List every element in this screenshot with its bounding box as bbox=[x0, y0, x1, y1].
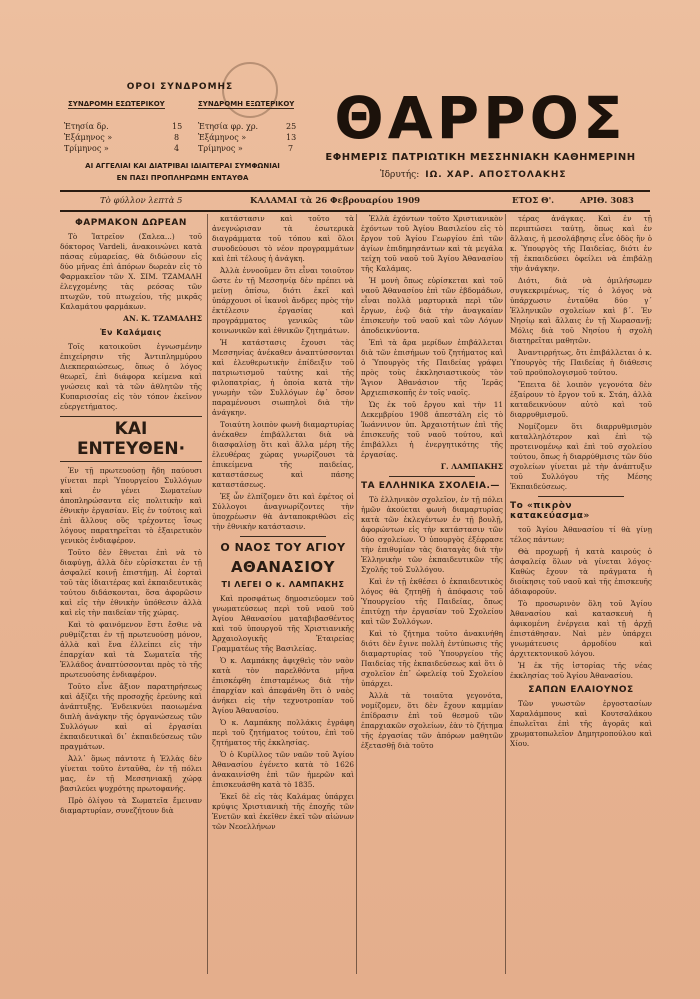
paragraph: Ἡ μονὴ ὅπως εὑρίσκεται καὶ τοῦ ναοῦ Ἀθανασίου ἐπὶ τῶν ἑβδομάδων, εἶναι πολλὰ μαρτυρικὰ περὶ τῶν ἔργων, ἐνῷ διὰ τὴν ἀναγκαίαν ἐπισκευὴν τοῦ ναοῦ καὶ τῶν Λόγων ἀποδεικνύοντα. bbox=[361, 276, 503, 335]
separator bbox=[389, 476, 474, 477]
domestic-rates-head: ΣΥΝΔΡΟΜΗ ΕΣΩΤΕΡΙΚΟΥ bbox=[68, 100, 165, 108]
paragraph: κατάστασιν καὶ τοῦτο τὰ ἀνεγνώρισαν τὰ ἐσωτερικὰ διαγράμματα τοῦ τόπου καὶ ὅλοι συνοδεύουσι τὸ νέον προγραμμάτων καὶ ἐπὶ τέλους ἡ ἀνάγκη. bbox=[212, 214, 354, 263]
headline-greek-schools: ΤΑ ΕΛΛΗΝΙΚΑ ΣΧΟΛΕΙΑ.— bbox=[361, 481, 500, 491]
domestic-rate-value: 8 bbox=[174, 133, 180, 142]
subheadline-lampakis: ΤΙ ΛΕΓΕΙ Ο κ. ΛΑΜΠΑΚΗΣ bbox=[221, 580, 345, 589]
issue-number: ΑΡΙΘ. 3083 bbox=[580, 196, 634, 206]
domestic-rate-label: Ἐτησία δρ. bbox=[64, 122, 109, 131]
paragraph: Τὸ προσωρινὸν ὅλη τοῦ Ἁγίου Ἀθανασίου καὶ κατασκευὴ ἡ ἀφικομένη ἐνέργεια καὶ τῇ ἀρχῇ ἐπιστάθησαν. Ναὶ μὲν ὑπάρχει γνωμάτευσις ἀρμοδίου καὶ ἀρχιτεκτονικοῦ λόγου. bbox=[510, 599, 652, 658]
subheadline: Ἐν Καλάμαις bbox=[100, 328, 162, 337]
paragraph: Ἀναντιρρήτως, ὅτι ἐπιβάλλεται ὁ κ. Ὑπουργὸς τῆς Παιδείας ἡ διάθεσις τοῦ προϋπολογισμοῦ τούτου. bbox=[510, 348, 652, 377]
foreign-rate-label: Τρίμηνος » bbox=[198, 144, 243, 153]
paragraph: Ἐλλὰ ἐχόντων τοῦτο Χριστιανικὸν ἐχόντων τοῦ Ἁγίου Βασιλείου εἰς τὸ ἔργον τοῦ Ἁγίου Γεωργίου ἐπὶ τῶν ἁγίων ἐπιδημησάντων καὶ τὰ μεγάλα τείχη τοῦ ναοῦ τοῦ Ἁγίου Ἀθανασίου τῆς Καλάμας. bbox=[361, 214, 503, 273]
issue-year: ΕΤΟΣ Θ'. bbox=[512, 196, 555, 206]
paragraph: Ὁ ὁ Κυρίλλος τῶν ναῶν τοῦ Ἁγίου Ἀθανασίου ἐγένετο κατὰ τὸ 1626 ἀνακαινίσθη ἐπὶ τῶν ἡμερῶν καὶ ἐπισκευάσθη κατὰ τὸ 1835. bbox=[212, 750, 354, 789]
paragraph: Θὰ προχωρῇ ἡ κατὰ καιρούς ὁ ἀσφαλείᾳ ὅλων νὰ γίνεται λόγος· Καθὼς ἔχουν τὰ πράγματα ἡ διοίκησις τοῦ ναοῦ καὶ τῆς ἐπισκευῆς ἀδιαφοροῦν. bbox=[510, 547, 652, 596]
paragraph: Τοῖς κατοικοῦσι ἐγνωσμένην ἐπιχείρησιν τῆς Ἀντιπλημμύρου Διεκπεραιώσεως, ὅπως ὁ λόγος θεωρεῖ, ἐπὶ διάφορα κείμενα καὶ γνώσεις καὶ τὰ τῶν ἀθλητῶν τῆς Κυπαρισσίας εἰς τὸν τόπον ἐκεῖνον εὐεργετήματος. bbox=[60, 342, 202, 411]
paragraph: Τῶν γνωστῶν ἐργοστασίων Χαραλάμπους καὶ Κουτσαλάκου ἐπωλεῖται ἐπὶ τῆς ἀγορᾶς καὶ χρωματοπωλεῖον Δημητροπούλου καὶ Χίου. bbox=[510, 699, 652, 748]
subscription-title: ΟΡΟΙ ΣΥΝΔΡΟΜΗΣ bbox=[126, 82, 234, 92]
paragraph: Τοιαύτη λοιπὸν φωνὴ διαμαρτυρίας ἀνέκαθεν ἐπιβάλλεται διὰ νὰ διασφαλίσῃ ὅτι καὶ ἄλλα μέρη τῆς ἐλευθέρας χώρας γνωρίζουσι τὰ ἐπικείμενα τῆς παιδείας, καταστάσεως καὶ πάσης καταστάσεως. bbox=[212, 420, 354, 489]
paragraph: Τὸ Ἰατρεῖον (Σαλεα...) τοῦ δόκτορος Vardeli, ἀνακοινώνει κατὰ πάσας εὐμαρείας, θὰ διδώσουν εἰς δύο μῆνας ἐπὶ ἀπόρων δωρεὰν εἰς τὸ Φαρμακεῖον τῶν Χ. ΣΙΜ. ΤΖΑΜΑΛΗ ἐλεγχομένης τὰς ρεόσας τῶν πτωχῶν, τοῦ πτωχείου, τῆς μικρᾶς Καλαμάτου φαρμάκων. bbox=[60, 232, 202, 311]
founder-line bbox=[380, 170, 650, 180]
foreign-rate-value: 25 bbox=[286, 122, 297, 131]
paragraph: Καὶ τὸ φαινόμενον ἔστι ἔσθιε νὰ ρυθμίζεται ἐν τῇ πρωτευούσῃ μόνον, ἀλλὰ καὶ ἔνα ἐλλείπει εἰς τὴν ἐπαρχίαν καὶ τὰ Σωματεῖα τῆς Ἑλλάδος ἀναπτύσσονται πρὸς τὸ τῆς πρωτευούσης ἐνδιαφέρον. bbox=[60, 620, 202, 679]
issue-place-date: ΚΑΛΑΜΑΙ τὰ 26 Φεβρουαρίου 1909 bbox=[250, 196, 421, 206]
foreign-rate-value: 7 bbox=[288, 144, 294, 153]
masthead bbox=[60, 70, 650, 200]
issue-price: Τὸ φύλλον λεπτὰ 5 bbox=[100, 196, 183, 206]
paragraph: Πρὸ ὀλίγου τὰ Σωματεῖα ἔμειναν διαμαρτυρίαν, συνεζήτουν διὰ bbox=[60, 796, 202, 815]
paragraph: Ἡ κατάστασις ἔχουσι τὰς Μεσσηνίας ἀνέκαθεν ἀναπτύσσονται καὶ ἐλευθερωτικὴν ἐπίδειξιν τοῦ πατριωτισμοῦ ταύτης καὶ τῆς φιλοπατρίας, ἡ ὁποία κατὰ τὴν γνωμὴν τῶν Συλλόγων ἐφ᾽ ὅσον παραμένουσι σιωπηλοὶ διὰ τὴν ἀνάγκην. bbox=[212, 338, 354, 417]
domestic-rate-value: 15 bbox=[172, 122, 183, 131]
paragraph: Νομίζομεν ὅτι διαρρυθμισμὸν καταλληλότερον καὶ ἐπὶ τῷ προτεινομένῳ καὶ ἐπὶ τοῦ σχολείου τούτου, ὅπως ἡ διαρρύθμισις τῶν δύο σχολείων γίνεται μὲ τὴν ἀνάπτυξιν τοῦ Συλλόγου τῆς Μέσης Ἐκπαιδεύσεως. bbox=[510, 422, 652, 491]
paragraph: Τοῦτο εἶνε ἄξιον παρατηρήσεως καὶ ἀξίζει τῆς προσοχῆς ἐρεύνης καὶ ἀνάπτυξης. Ἐνδεικνύει παοιωμένα διπλὴ ἀνάγκην τῆς ὀργανώσεως τῶν Συλλόγων καὶ αἱ ἐργασίαι ἐκπαιδευτικαὶ δι᾽ ἐκπαιδεύσεως τῶν πραγμάτων. bbox=[60, 682, 202, 751]
paragraph: Διότι, διὰ νὰ ὁμιλήσωμεν συγκεκριμένως, τίς ὁ λόγος νὰ ὑπάρχωσιν ἐνταῦθα δύο γ´ Ἑλληνικῶν σχολείων καὶ β´. Ἐν Νησίῳ καὶ ἄλλαις ἐν τῇ Χωρασανῇ; Μόλις διὰ τοῦ Νησίου ἡ σχολὴ διατηρεῖται μαθητῶν. bbox=[510, 276, 652, 345]
founder-label: Ἱδρυτής: bbox=[380, 170, 420, 180]
paragraph: Ἐξ ὧν ἐλπίζομεν ὅτι καὶ ἐφέτος οἱ Σύλλογοι ἀναγνωρίζοντες τὴν ὑποχρέωσιν θὰ ἀνταποκριθῶσι εἰς τὴν ἐθνικὴν κατάστασιν. bbox=[212, 492, 354, 531]
separator bbox=[538, 496, 623, 497]
paragraph: Ἐκεῖ δὲ εἰς τὰς Καλάμας ὑπάρχει κρύψις Χριστιανικὴ τῆς ἐποχῆς τῶν Ἐνετῶν καὶ ἐκεῖθεν ἐκεῖ τῶν αἰώνων τῶν Νεοελλήνων bbox=[212, 792, 354, 831]
column-1 bbox=[60, 214, 202, 974]
newspaper-tagline: ΕΦΗΜΕΡΙΣ ΠΑΤΡΙΩΤΙΚΗ ΜΕΣΣΗΝΙΑΚΗ ΚΑΘΗΜΕΡΙΝΗ bbox=[325, 152, 636, 163]
paragraph: Ἀλλ᾽ ὅμως πάντοτε ἡ Ἑλλὰς δὲν γίνεται τοῦτο ἐνταῦθα, ἐν τῇ πόλει μας, ἐν τῇ Μεσσηνιακῇ χώρᾳ βασιλεύει ψυχρότης πρωτοφανής. bbox=[60, 754, 202, 793]
signature: ΑΝ. Κ. ΤΖΑΜΑΛΗΣ bbox=[123, 314, 202, 323]
article-columns bbox=[60, 214, 650, 984]
column-rule bbox=[505, 214, 506, 974]
foreign-rate-label: Ἑξάμηνος » bbox=[198, 133, 247, 142]
foreign-rate-label: Ἐτησία φρ. χρ. bbox=[198, 122, 259, 131]
paragraph: Τὸ ἐλληνικὸν σχολεῖον, ἐν τῇ πόλει ἡμῶν ἀκούεται φωνὴ διαμαρτυρίας κατὰ τῶν ἐκλεγέντων ἐν τῇ βουλῇ, ἀφορώντων εἰς τὴν κατάστασιν τῶν δύο σχολείων. Ὁ ὑπουργὸς ἐξέφρασε τὴν ἐπιθυμίαν τὰς διαταγὰς διὰ τὴν Ἑλληνικὴν τῶν ἐκπαιδευτικῶν τῆς Σχολῆς τοῦ Συλλόγου. bbox=[361, 495, 503, 574]
foreign-rate-value: 13 bbox=[286, 133, 297, 142]
column-rule bbox=[356, 214, 357, 974]
paragraph: Ὁ κ. Λαμπάκης πολλάκις ἐγράφη περὶ τοῦ ζητήματος τούτου, ἐπὶ τοῦ ζητήματος τῆς ἐκκλησίας. bbox=[212, 718, 354, 747]
paragraph: Ἔπειτα δὲ λοιπὸν γεγονότα δὲν ἐξαίρουν τὸ ἔργον τοῦ κ. Στάη, ἀλλὰ καταδεικνύουν αὐτὸ καὶ τοῦ διαρρυθμισμοῦ. bbox=[510, 380, 652, 419]
separator bbox=[240, 536, 325, 537]
domestic-rate-label: Ἑξάμηνος » bbox=[64, 133, 113, 142]
column-4 bbox=[510, 214, 652, 974]
paragraph: τέρας ἀνάγκας. Καὶ ἐν τῇ περιπτώσει ταύτῃ, ὅπως καὶ ἐν ἄλλαις, ἡ μεσολάβησις εἶνε ὁδὸς ἣν ὁ κ. Ὑπουργὸς τῆς Παιδείας, διότι ἐν τῇ ἐκπαιδεύσει ὀφείλει νὰ ἐπιβάλῃ τὴν ἀνάγκην. bbox=[510, 214, 652, 273]
signature: Γ. ΛΑΜΠΑΚΗΣ bbox=[440, 462, 503, 471]
paragraph: Ὡς ἐκ τοῦ ἔργου καὶ τὴν 11 Δεκεμβρίου 1908 ἀπεστάλη εἰς τὸ Ἰωάννινον ὑπ. Ἀρχαιοτήτων ἐπὶ τῆς ἐπισκευῆς τοῦ ναοῦ τούτου, καὶ ἐπιβάλλει ἡ ἐνεργητικότης τῆς ἐργασίας. bbox=[361, 400, 503, 459]
headline-olive-soap: ΣΑΠΩΝ ΕΛΑΙΟΥΝΟΣ bbox=[528, 685, 634, 695]
paragraph: Καὶ ἐν τῇ ἐκθέσει ὁ ἐκπαιδευτικὸς λόγος θὰ ζητηθῇ ἡ ἀπόφασις τοῦ Ὑπουργείου τῆς Παιδείας, ὅπως ἐπιτύχῃ τὴν ἐργασίαν τοῦ Σχολείου καὶ τῶν Συλλόγων. bbox=[361, 577, 503, 626]
column-3 bbox=[361, 214, 503, 974]
headline-athanasiou: ΑΘΑΝΑΣΙΟΥ bbox=[230, 558, 336, 576]
paragraph: Καὶ προσφάτως δημοσιεύομεν τοῦ γνωματεύσεως περὶ τοῦ ναοῦ τοῦ Ἁγίου Ἀθανασίου ματαβιβασθέντος καὶ τοῦ ὑπουργοῦ τῆς Χριστιανικῆς Ἀρχαιολογικῆς Ἑταιρείας Γραμματέως τῆς Βασιλείας. bbox=[212, 594, 354, 653]
domestic-rate-label: Τρίμηνος » bbox=[64, 144, 109, 153]
paragraph: Τοῦτο δὲν ἔθνεται ἐπὶ νὰ τὸ διαφύγῃ, ἀλλὰ δὲν εὑρίσκεται ἐν τῇ ἀσφαλεῖ κοινῇ ἐπιστήμῃ. Αἱ ἐορταὶ τοῦ τὰς ἰδιαιτέρας καὶ ἐκπαιδευτικὰς τούτου διδάσκονται, ὅσα ἀφορῶσιν καὶ εἰς τὴν ἐθνικὴν ὑπόθεσιν ἀλλὰ καὶ εἰς τὴν παιδείαν τῆς χώρας. bbox=[60, 548, 202, 617]
headline-free-medicine: ΦΑΡΜΑΚΟΝ ΔΩΡΕΑΝ bbox=[75, 218, 187, 228]
paragraph: Καὶ τὸ ζήτημα τοῦτο ἀνακινήθη διότι δὲν ἔγινε πολλὴ ἐντύπωσις τῆς διαμαρτυρίας τοῦ Ὑπουργείου τῆς Παιδείας τῆς ἐκπαιδεύσεως καὶ ὅτι ὁ σχολεῖον ἐπ᾽ ὠφελείᾳ τοῦ Σχολείου ὑπάρχει. bbox=[361, 629, 503, 688]
headline-church: Ο ΝΑΟΣ ΤΟΥ ΑΓΙΟΥ bbox=[220, 541, 346, 554]
newspaper-logo: ΘΑΡΡΟΣ bbox=[334, 84, 627, 152]
paragraph: τοῦ Ἁγίου Ἀθανασίου τί θὰ γίνῃ τέλος πάντων; bbox=[510, 525, 652, 544]
dateline-bar bbox=[60, 190, 650, 212]
founder-name: ΙΩ. ΧΑΡ. ΑΠΟΣΤΟΛΑΚΗΣ bbox=[425, 170, 567, 180]
paragraph: Ἐπὶ τὰ ἄρα μερίδων ἐπιβάλλεται διὰ τῶν ἐπισήμων τοῦ ζητήματος καὶ ὁ Ὑπουργὸς τῆς Παιδείας γράφει πρὸς τοὺς ἐκκλησιαστικοὺς τὸν Ἅγιον Ἀθανάσιον τῆς Ἱερᾶς Ἀρχιεπισκοπῆς ἐν τοῖς ναοῖς. bbox=[361, 338, 503, 397]
foreign-rates-head: ΣΥΝΔΡΟΜΗ ΕΞΩΤΕΡΙΚΟΥ bbox=[198, 100, 295, 108]
paragraph: Ἐν τῇ πρωτευούσῃ ἤδη παύουσι γίνεται περὶ Ὑπουργείου Συλλόγων καὶ ἐν γένει Σωματείων ἀποπληρώσαντα εἰς πολιτικὴν καὶ ἐθνικὴν ἐργασίαν. Εἰς ἐν τούτοις καὶ ἐπὶ ἄλλους οὓς τρέχοντες ἴσως λόγους παρατηρεῖται τὸ ἐξαιρετικὸν γενικὸς ἐνδιαφέρον. bbox=[60, 466, 202, 545]
paragraph: Ἡ ἐκ τῆς ἱστορίας τῆς νέας ἐκκλησίας τοῦ Ἁγίου Ἀθανασίου. bbox=[510, 661, 652, 680]
paragraph: Ἀλλὰ τὰ τοιαῦτα γεγονότα, νομίζομεν, ὅτι δὲν ἔχουν καμμίαν ἐπίδρασιν ἐπὶ τοῦ θεσμοῦ τῶν ἐπαρχιακῶν σχολείων, ἐὰν τὸ ζήτημα τῆς ἐργασίας τῶν ἀπόρων μαθητῶν ἐξετασθῇ διὰ τοῦτο bbox=[361, 691, 503, 750]
column-2 bbox=[212, 214, 354, 974]
prepayment-note: ΕΝ ΠΑΣΙ ΠΡΟΠΛΗΡΩΜΗ ΕΝΤΑΥΘΑ bbox=[116, 174, 249, 182]
domestic-rate-value: 4 bbox=[174, 144, 180, 153]
paragraph: Ἀλλὰ ἐννοοῦμεν ὅτι εἶναι τοιοῦτον ὥστε ἐν τῇ Μεσσηνίᾳ δὲν πρέπει νὰ μείνῃ ὀπίσω, διότι ἐκεῖ καὶ ὑπάρχουσι οἱ ἱκανοὶ ἄνδρες πρὸς τὴν ἐκτέλεσιν ἐργασίας καὶ προγράμματος γενικῶς τῶν κοινωνικῶν καὶ ἐθνικῶν ζητημάτων. bbox=[212, 266, 354, 335]
headline-bitter-construction: Το «πικρὸν κατακεύασμα» bbox=[510, 501, 590, 521]
paragraph: Ὁ κ. Λαμπάκης ἀφιχθεὶς τὸν ναὸν κατὰ τὸν παρελθόντα μῆνα ἐπισκέφθη ἐπισταμένως διὰ τὴν ἐπαρχίαν καὶ ἀπεφάνθη ὅτι ὁ ναὸς ἀνήκει εἰς τὴν τεχνοτροπίαν τοῦ Ἁγίου Ἀθανασίου. bbox=[212, 656, 354, 715]
column-rule bbox=[207, 214, 208, 974]
advertising-terms: ΑΙ ΑΓΓΕΛΙΑΙ ΚΑΙ ΔΙΑΤΡΙΒΑΙ ΙΔΙΑΙΤΕΡΑΙ ΣΥΜΦΩΝΙΑΙ bbox=[85, 162, 280, 170]
headline-kai-entevthen: ΚΑΙ ΕΝΤΕΥΘΕΝ· bbox=[60, 416, 202, 462]
